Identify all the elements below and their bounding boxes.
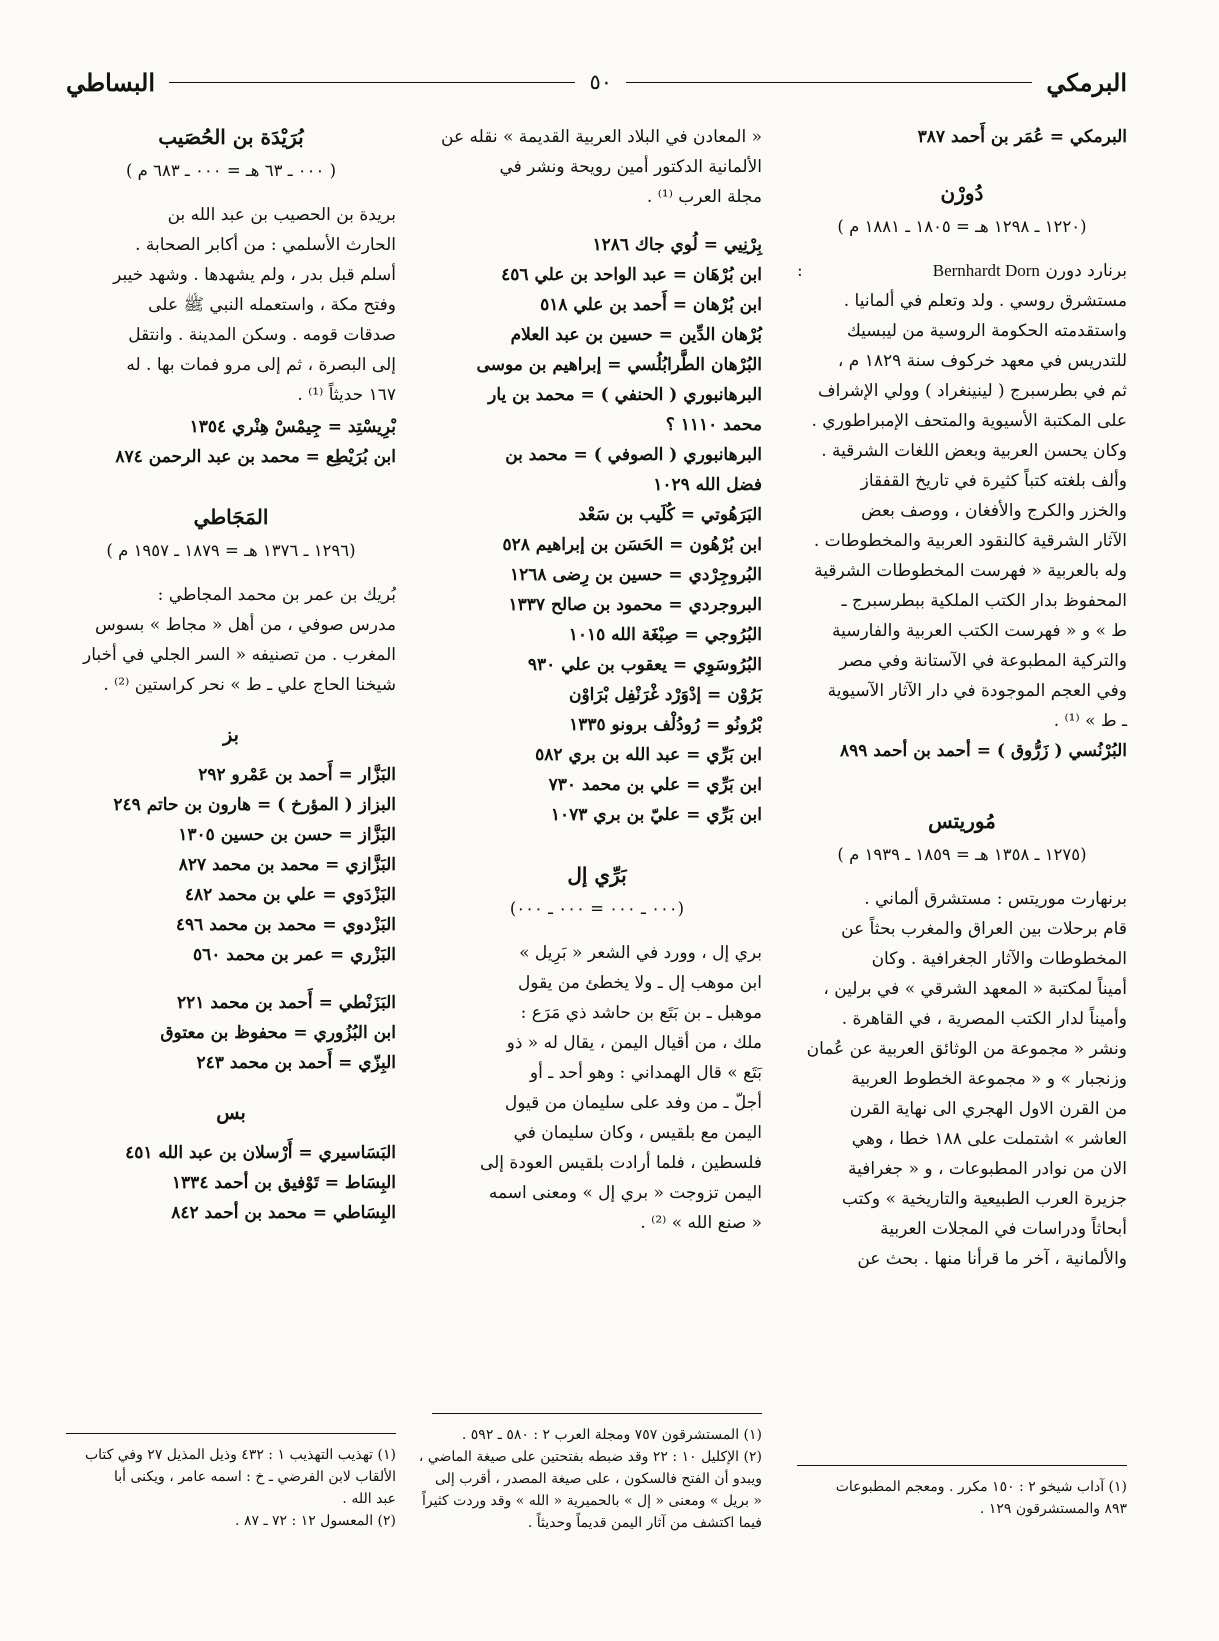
cross-reference: البرهانبوري ( الصوفي ) = محمد بن xyxy=(505,445,762,465)
text-line: على المكتبة الأسيوية والمتحف الإمبراطوري . xyxy=(811,411,1127,431)
cross-references-bry xyxy=(66,412,396,472)
text-line: ثم في بطرسبرج ( لينينغراد ) وولي الإشراف xyxy=(818,381,1127,401)
cross-references-bz xyxy=(66,760,396,970)
dorn-separator: : xyxy=(797,261,803,281)
section-heading-bs: بس xyxy=(216,1102,246,1124)
entry-dates-majati: (١٢٩٦ ـ ١٣٧٦ هـ = ١٨٧٩ ـ ١٩٥٧ م ) xyxy=(106,541,356,560)
text-line: المحفوظ بدار الكتب الملكية ببطرسبرج ـ xyxy=(841,591,1127,611)
entry-body-majati xyxy=(66,580,396,700)
continued-text xyxy=(432,122,762,212)
footnotes-left xyxy=(66,1433,396,1532)
footnote-line: فيما اكتشف من آثار اليمن قديماً وحديثاً . xyxy=(527,1515,762,1531)
footnote-line: ٨٩٣ والمستشرقون ١٢٩ . xyxy=(979,1501,1127,1517)
text-line: بُريك بن عمر بن محمد المجاطي : xyxy=(157,585,396,605)
cross-reference: ابن بُرَيْطِع = محمد بن عبد الرحمن ٨٧٤ xyxy=(115,447,396,467)
entry-dates-buraida: ( ٠٠٠ ـ ٦٣ هـ = ٠٠٠ ـ ٦٨٣ م ) xyxy=(125,161,337,180)
column-left xyxy=(66,122,396,1617)
cross-reference: البَزَّاز = حسن بن حسين ١٣٠٥ xyxy=(178,825,396,845)
text-line: ـ ط » ⁽¹⁾ . xyxy=(1053,711,1127,731)
entry-body-dorn xyxy=(797,286,1127,736)
entry-body-barri-il xyxy=(432,938,762,1238)
cross-reference: البُروجِرْدي = حسين بن رِضى ١٢٦٨ xyxy=(510,565,762,585)
text-line: اليمن تزوجت « بري إل » ومعنى اسمه xyxy=(488,1183,762,1203)
cross-reference: البزاز ( المؤرخ ) = هارون بن حاتم ٢٤٩ xyxy=(113,795,396,815)
entry-title-barri-il: بَرِّي إل xyxy=(567,863,627,887)
text-line: وفتح مكة ، واستعمله النبي ﷺ على xyxy=(148,295,396,315)
page-number: ٥٠ xyxy=(589,70,613,94)
section-heading-bz: بز xyxy=(223,724,239,746)
cross-reference: البَزْدَوي = علي بن محمد ٤٨٢ xyxy=(184,885,396,905)
text-line: أسلم قبل بدر ، ولم يشهدها . وشهد خيبر xyxy=(113,265,396,285)
footnotes-right xyxy=(797,1465,1127,1520)
text-line: صدقات قومه . وسكن المدينة . وانتقل xyxy=(128,325,396,345)
column-right xyxy=(797,122,1127,1617)
text-line: جزيرة العرب الطبيعية والتاريخية » وكتب xyxy=(841,1189,1127,1209)
text-line: برنهارت موريتس : مستشرق ألماني . xyxy=(864,889,1127,909)
text-line: المخطوطات والآثار الجغرافية . وكان xyxy=(871,949,1127,969)
footnote-line: « بريل » ومعنى « إل » بالحميرية « الله » وقد وردت كثيراً xyxy=(421,1493,762,1509)
page-header xyxy=(66,62,1127,102)
header-left-headword: البساطي xyxy=(65,67,156,97)
ref-burnusi: البُرْنُسي ( زَرُّوق ) = أحمد بن أحمد ٨٩٩ xyxy=(839,741,1127,761)
dorn-latin-name: Bernhardt Dorn xyxy=(932,261,1040,280)
cross-reference: البَزَّار = أَحمد بن عَمْرو ٢٩٢ xyxy=(198,765,396,785)
entry-title-buraida: بُرَيْدَة بن الحُصَيب xyxy=(158,125,304,149)
cross-reference: البِسَاطي = محمد بن أحمد ٨٤٢ xyxy=(171,1203,396,1223)
text-line: مدرس صوفي ، من أهل « مجاط » بسوس xyxy=(94,615,396,635)
text-line: وله بالعربية « فهرست المخطوطات الشرقية xyxy=(814,561,1127,581)
text-line: « صنع الله » ⁽²⁾ . xyxy=(640,1213,762,1233)
cross-reference: ابن بُرْهَان = عبد الواحد بن علي ٤٥٦ xyxy=(501,265,762,285)
cross-reference: بِرْنِيي = لُوي جاك ١٢٨٦ xyxy=(592,235,762,255)
cross-reference: فضل الله ١٠٢٩ xyxy=(653,475,762,495)
text-line: واستقدمته الحكومة الروسية من ليبسيك xyxy=(846,321,1127,341)
footnote-line: عبد الله . xyxy=(342,1491,396,1507)
cross-reference: البرهانبوري ( الحنفي ) = محمد بن يار xyxy=(488,385,762,405)
cross-references-bs xyxy=(66,1138,396,1228)
cross-reference: البُرُوجي = صِبْغَة الله ١٠١٥ xyxy=(568,625,762,645)
text-line: وفي العجم الموجودة في دار الآثار الآسيوية xyxy=(827,681,1127,701)
footnote-line: (٢) المعسول ١٢ : ٧٢ ـ ٨٧ . xyxy=(235,1513,396,1529)
text-line: أميناً لمكتبة « المعهد الشرقي » في برلين ، xyxy=(823,979,1127,999)
text-line: مجلة العرب ⁽¹⁾ . xyxy=(646,187,762,207)
text-line: الآثار الشرقية كالنقود العربية والمخطوطات . xyxy=(813,531,1127,551)
text-line: أبحاثاً ودراسات في المجلات العربية xyxy=(880,1219,1127,1239)
entry-body-buraida xyxy=(66,200,396,410)
cross-reference: البروجردي = محمود بن صالح ١٣٣٧ xyxy=(508,595,762,615)
cross-reference: البَزَّازي = محمد بن محمد ٨٢٧ xyxy=(178,855,396,875)
cross-references-bz-2 xyxy=(66,988,396,1078)
entry-body-moritz xyxy=(797,884,1127,1274)
cross-reference: بْرُونُو = رُودُلْف برونو ١٣٣٥ xyxy=(569,715,762,735)
footnote-line: (١) المستشرقون ٧٥٧ ومجلة العرب ٢ : ٥٨٠ ـ ٥٩٢ . xyxy=(461,1427,762,1443)
text-line: أجلّ ـ من وفد على سليمان من قيول xyxy=(504,1093,762,1113)
entry-title-majati: المَجَاطي xyxy=(193,505,269,529)
text-line: المغرب . من تصنيفه « السر الجلي في أخبار xyxy=(82,645,396,665)
footnote-line: (١) آداب شيخو ٢ : ١٥٠ مكرر . ومعجم المطبوعات xyxy=(835,1479,1127,1495)
text-line: الان من نوادر المطبوعات ، و « جغرافية xyxy=(848,1159,1127,1179)
footnote-line: ويبدو أن الفتح فالسكون ، على صيغة المصدر ، أقرب إلى xyxy=(435,1471,762,1487)
entry-dates-dorn: (١٢٢٠ ـ ١٢٩٨ هـ = ١٨٠٥ ـ ١٨٨١ م ) xyxy=(837,217,1087,236)
entry-dates-barri-il: (٠٠٠ ـ ٠٠٠ = ٠٠٠ ـ ٠٠٠) xyxy=(509,899,685,918)
text-line: فلسطين ، فلما أرادت بلقيس العودة إلى xyxy=(479,1153,762,1173)
cross-reference: البُرْهان الطَّرابُلُسي = إبراهيم بن موسى xyxy=(476,355,762,375)
cross-reference: البَزْري = عمر بن محمد ٥٦٠ xyxy=(192,945,396,965)
ref-barmaki: البرمكي = عُمَر بن أَحمد ٣٨٧ xyxy=(917,127,1127,147)
text-line: قام برحلات بين العراق والمغرب بحثاً عن xyxy=(841,919,1127,939)
text-line: وزنجبار » و « مجموعة الخطوط العربية xyxy=(851,1069,1127,1089)
cross-reference: ابن بَرِّي = علي بن محمد ٧٣٠ xyxy=(548,775,762,795)
text-line: بَتَع » قال الهمداني : وهو أحد ـ أو xyxy=(529,1063,762,1083)
text-line: « المعادن في البلاد العربية القديمة » نقله عن xyxy=(441,127,762,147)
cross-reference: البِسَاط = تَوْفيق بن أحمد ١٣٣٤ xyxy=(171,1173,396,1193)
header-rule-right xyxy=(626,82,1032,83)
text-line: بري إل ، وورد في الشعر « بَرِيل » xyxy=(519,943,762,963)
cross-reference: البُرُوسَوِي = يعقوب بن علي ٩٣٠ xyxy=(527,655,762,675)
header-right-headword: البرمكي xyxy=(1046,67,1127,97)
cross-reference: البَزْدوي = محمد بن محمد ٤٩٦ xyxy=(175,915,396,935)
footnote-line: الألقاب لابن الفرضي ـ خ : اسمه عامر ، ويكنى أبا xyxy=(114,1469,396,1485)
cross-reference: البَسَاسيري = أَرْسلان بن عبد الله ٤٥١ xyxy=(125,1143,396,1163)
text-line: وكان يحسن العربية وبعض اللغات الشرقية . xyxy=(821,441,1127,461)
text-line: ملك ، من أقيال اليمن ، يقال له « ذو xyxy=(506,1033,762,1053)
text-line: الحارث الأسلمي : من أكابر الصحابة . xyxy=(135,235,396,255)
text-line: موهبل ـ بن بَتَع بن حاشد ذي مَرَع : xyxy=(520,1003,762,1023)
cross-reference: البِزّي = أَحمد بن محمد ٢٤٣ xyxy=(196,1053,396,1073)
text-line: الألمانية الدكتور أمين رويحة ونشر في xyxy=(499,157,762,177)
cross-reference: ابن بُرْهان = أَحمد بن علي ٥١٨ xyxy=(540,295,762,315)
entry-dates-moritz: (١٢٧٥ ـ ١٣٥٨ هـ = ١٨٥٩ ـ ١٩٣٩ م ) xyxy=(837,845,1087,864)
text-line: العاشر » اشتملت على ١٨٨ خطا ، وهي xyxy=(851,1129,1127,1149)
text-line: ونشر « مجموعة من الوثائق العربية عن عُمان xyxy=(806,1039,1127,1059)
footnote-line: (٢) الإكليل ١٠ : ٢٢ وقد ضبطه بفتحتين على صيغة الماضي ، xyxy=(418,1449,762,1465)
cross-reference: ابن بَرِّي = عبد الله بن بري ٥٨٢ xyxy=(535,745,762,765)
footnotes-middle xyxy=(418,1413,762,1534)
text-line: إلى البصرة ، ثم إلى مرو فمات بها . له xyxy=(126,355,396,375)
footnote-line: (١) تهذيب التهذيب ١ : ٤٣٢ وذيل المذيل ٢٧ وفي كتاب xyxy=(84,1447,396,1463)
text-line: والتركية المطبوعة في الآستانة وفي مصر xyxy=(839,651,1127,671)
cross-reference: البَزَنْطي = أَحمد بن محمد ٢٢١ xyxy=(177,993,396,1013)
text-line: والخزر والكرج والأفغان ، ووصف بعض xyxy=(861,501,1127,521)
text-line: والألمانية ، آخر ما قرأنا منها . بحث عن xyxy=(857,1249,1127,1269)
text-line: مستشرق روسي . ولد وتعلم في ألمانيا . xyxy=(843,291,1127,311)
cross-reference: بُرْهان الدِّين = حسين بن عبد العلام xyxy=(510,325,762,345)
text-line: ابن موهب إل ـ ولا يخطئ من يقول xyxy=(517,973,762,993)
cross-reference: البَرَهُوتي = كُلَيب بن سَعْد xyxy=(578,505,762,525)
cross-reference: ابن البُزُوري = محفوظ بن معتوق xyxy=(160,1023,396,1043)
text-line: وألف بلغته كتباً كثيرة في تاريخ القفقاز xyxy=(860,471,1127,491)
cross-reference: بَرُوْن = إدْوَرْد غْرَنْفِل بْرَاوْن xyxy=(568,685,762,705)
text-line: للتدريس في معهد خركوف سنة ١٨٢٩ م ، xyxy=(837,351,1127,371)
text-line: ط » و « فهرست الكتب العربية والفارسية xyxy=(831,621,1127,641)
text-line: ١٦٧ حديثاً ⁽¹⁾ . xyxy=(297,385,396,405)
cross-reference: ابن بُرْهُون = الحَسَن بن إبراهيم ٥٢٨ xyxy=(502,535,762,555)
header-rule-left xyxy=(169,82,575,83)
entry-title-moritz: مُوريتس xyxy=(928,809,996,833)
cross-references-br xyxy=(432,230,762,830)
text-line: من القرن الاول الهجري الى نهاية القرن xyxy=(849,1099,1127,1119)
text-line: شيخنا الحاج علي ـ ط » نحر كراستين ⁽²⁾ . xyxy=(103,675,396,695)
cross-reference: ابن بَرِّي = عليّ بن بري ١٠٧٣ xyxy=(550,805,762,825)
cross-reference: محمد ١١١٠ ؟ xyxy=(665,415,762,435)
dorn-first-line: برنارد دورن Bernhardt Dorn : xyxy=(797,256,1127,286)
text-line: بريدة بن الحصيب بن عبد الله بن xyxy=(167,205,396,225)
text-line: وأميناً لدار الكتب المصرية ، في القاهرة . xyxy=(841,1009,1127,1029)
entry-title-dorn: دُورْن xyxy=(940,181,984,205)
cross-reference: بْرِيسْتِد = جِيمْسْ هِنْري ١٣٥٤ xyxy=(189,417,396,437)
column-middle xyxy=(418,122,762,1617)
text-line: اليمن مع بلقيس ، وكان سليمان في xyxy=(513,1123,762,1143)
